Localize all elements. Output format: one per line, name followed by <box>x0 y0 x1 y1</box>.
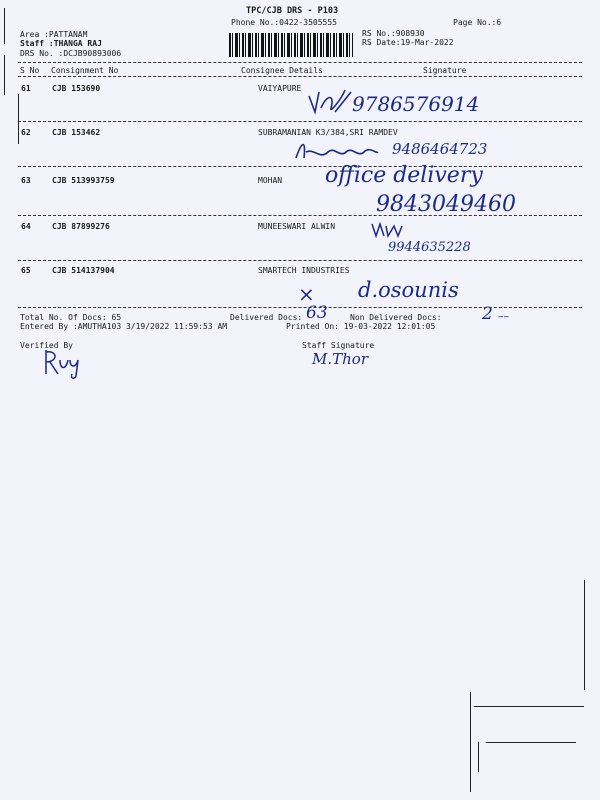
row-61-signature <box>305 86 353 118</box>
row-64-phone: 9944635228 <box>388 240 471 255</box>
row-divider <box>18 215 582 216</box>
printed-on: Printed On: 19-03-2022 12:01:05 <box>286 322 436 331</box>
verified-by-signature <box>40 346 90 380</box>
row-consignment: CJB 153690 <box>52 84 101 93</box>
row-sno: 65 <box>21 266 31 275</box>
row-consignee: MUNEESWARI ALWIN <box>258 222 336 231</box>
row-65-signature: d.osounis <box>358 278 459 302</box>
total-docs: Total No. Of Docs: 65 <box>20 313 122 322</box>
verified-by-label: Verified By <box>20 341 73 350</box>
delivered-docs-count: 63 <box>306 303 328 323</box>
divider <box>18 62 582 63</box>
row-64-signature <box>370 220 404 240</box>
non-delivered-docs-count: 2 <box>482 304 493 324</box>
phone-number: Phone No.:0422-3505555 <box>231 18 337 27</box>
divider <box>18 76 582 77</box>
non-delivered-docs-label: Non Delivered Docs: <box>350 313 442 322</box>
row-consignment: CJB 87899276 <box>52 222 110 231</box>
row-61-phone: 9786576914 <box>352 92 480 116</box>
drs-number: DRS No. :DCJB90893006 <box>20 49 122 58</box>
row-62-signature <box>292 138 380 166</box>
row-sno: 62 <box>21 128 31 137</box>
row-consignment: CJB 153462 <box>52 128 101 137</box>
strike-mark: –– <box>498 310 509 323</box>
page-number: Page No.:6 <box>453 18 502 27</box>
col-consignment: Consignment No <box>51 66 119 75</box>
scan-mark <box>584 580 585 690</box>
staff-signature-label: Staff Signature <box>302 341 375 350</box>
row-consignment: CJB 513993759 <box>52 176 115 185</box>
staff-label: Staff :THANGA RAJ <box>20 39 102 48</box>
row-divider <box>18 166 582 167</box>
rs-date: RS Date:19-Mar-2022 <box>362 38 454 47</box>
staff-signature: M.Thor <box>312 350 368 368</box>
delivered-docs-label: Delivered Docs: <box>230 313 303 322</box>
row-63-phone: 9843049460 <box>376 192 516 217</box>
row-consignment: CJB 514137904 <box>52 266 115 275</box>
divider <box>18 307 582 308</box>
row-consignee: SMARTECH INDUSTRIES <box>258 266 350 275</box>
entered-by: Entered By :AMUTHA103 3/19/2022 11:59:53 AM <box>20 322 228 331</box>
row-consignee: VAIYAPURE <box>258 84 302 93</box>
col-sno: S No <box>20 66 40 75</box>
col-consignee: Consignee Details <box>241 66 323 75</box>
row-63-note: office delivery <box>325 163 483 188</box>
scan-mark <box>4 55 5 95</box>
col-signature: Signature <box>423 66 467 75</box>
scan-mark <box>486 742 576 743</box>
row-consignee: MOHAN <box>258 176 283 185</box>
row-65-cross-mark: × <box>298 282 315 306</box>
document-title: TPC/CJB DRS - P103 <box>246 6 339 16</box>
rs-number: RS No.:908930 <box>362 29 425 38</box>
scan-mark <box>474 706 584 707</box>
scan-mark <box>478 742 479 772</box>
row-sno: 64 <box>21 222 31 231</box>
row-divider <box>18 260 582 261</box>
row-divider <box>18 121 582 122</box>
scan-mark <box>470 692 471 792</box>
row-sno: 63 <box>21 176 31 185</box>
row-consignee: SUBRAMANIAN K3/384,SRI RAMDEV <box>258 128 398 137</box>
scan-mark <box>4 8 5 44</box>
row-sno: 61 <box>21 84 31 93</box>
barcode <box>229 33 353 57</box>
scan-mark <box>18 94 19 144</box>
area-label: Area :PATTANAM <box>20 30 88 39</box>
row-62-phone: 9486464723 <box>392 140 488 158</box>
